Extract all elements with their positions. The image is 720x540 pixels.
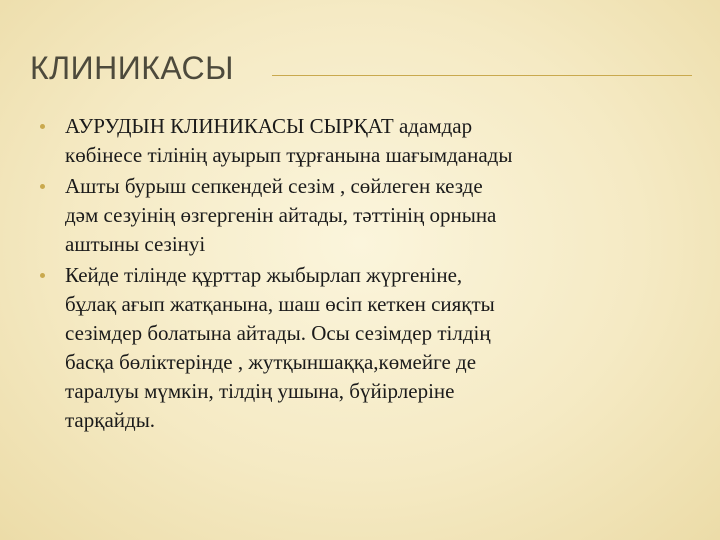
bullet-line: таралуы мүмкін, тілдің ушына, бүйірлеріне (65, 379, 455, 403)
bullet-line: аштыны сезінуі (65, 232, 206, 256)
bullet-dot-icon (40, 273, 45, 278)
bullet-dot-icon (40, 184, 45, 189)
bullet-line: басқа бөліктерінде , жутқыншаққа,көмейге де (65, 350, 477, 374)
bullet-line: АУРУДЫН КЛИНИКАСЫ СЫРҚАТ адамдар (65, 114, 473, 138)
bullet-line: Кейде тілінде құрттар жыбырлап жүргеніне, (65, 263, 463, 287)
bullet-dot-icon (40, 124, 45, 129)
bullet-list (38, 112, 678, 437)
bullet-line: дәм сезуінің өзгергенін айтады, тәттінің орнына (65, 203, 497, 227)
slide-title: КЛИНИКАСЫ (30, 50, 234, 86)
bullet-line: Ашты бурыш сепкендей сезім , сөйлеген кезде (65, 174, 483, 198)
bullet-line: тарқайды. (65, 408, 156, 432)
bullet-item (38, 261, 678, 435)
bullet-item (38, 112, 678, 170)
bullet-line: сезімдер болатына айтады. Осы сезімдер тілдің (65, 321, 491, 345)
bullet-item (38, 172, 678, 259)
bullet-line: бұлақ ағып жатқанына, шаш өсіп кеткен сияқты (65, 292, 495, 316)
bullet-line: көбінесе тілінің ауырып тұрғанына шағымданады (65, 143, 513, 167)
title-underline (272, 75, 692, 76)
